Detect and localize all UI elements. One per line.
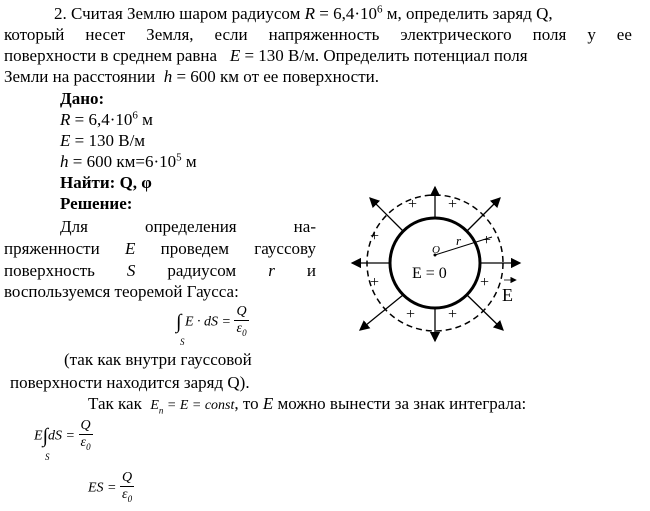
given-field: E = 130 В/м — [60, 131, 146, 150]
solution-line-3: поверхность S радиусом r и — [4, 261, 316, 280]
note-line-2: поверхности находится заряд Q). — [10, 373, 250, 392]
problem-line-3: поверхности в среднем равна E = 130 В/м. Определить потенциал поля — [4, 46, 528, 65]
svg-text:+: + — [370, 228, 380, 245]
gauss-subscript: S — [180, 337, 185, 347]
earth-sphere — [390, 218, 480, 308]
gauss-sphere-figure — [340, 185, 530, 345]
equation-2: E∫dS = $\frac{Q}{\varepsilon_0}$ — [34, 418, 91, 452]
since-line: Так как $E_n = E$ = const, то E можно вынести за знак интеграла: — [88, 394, 527, 416]
integral-sign-2: ∫ — [42, 424, 49, 447]
gauss-formula: ∫ E · dS = $\frac{Q}{\varepsilon_0}$ — [176, 304, 247, 338]
radius-label: r — [456, 233, 462, 248]
problem-line-1: 2. Считая Землю шаром радиусом $R = 6,4\cdot 10^6$ м, определить заряд Q, — [54, 3, 553, 23]
given-radius: $R = 6,4\cdot 10^6$ м — [60, 109, 153, 129]
equation-3: ES = $\frac{Q}{\varepsilon_0}$ — [88, 470, 133, 504]
problem-line-4: Земли на расстоянии h = 600 км от ее поверхности. — [4, 67, 380, 86]
find-heading: Найти: Q, φ — [60, 173, 152, 192]
note-line-1: (так как внутри гауссовой — [64, 350, 252, 369]
svg-text:+: + — [482, 232, 492, 249]
solution-line-4: воспользуемся теоремой Гаусса: — [4, 282, 239, 301]
eq2-subscript: S — [45, 452, 50, 462]
svg-text:+: + — [448, 306, 458, 323]
solution-line-1: Для определения на- — [60, 217, 316, 236]
svg-text:+: + — [408, 196, 418, 213]
svg-text:+: + — [448, 196, 458, 213]
svg-text:+: + — [480, 274, 490, 291]
solution-line-2: пряженности E проведем гауссову — [4, 239, 316, 258]
given-height: h = 600 $км=6\cdot 10^5$ м — [60, 151, 197, 171]
solution-heading: Решение: — [60, 194, 133, 213]
svg-text:+: + — [370, 274, 380, 291]
problem-line-2: который несет Земля, если напряженность электрического поля у ее — [4, 25, 632, 44]
center-label: O — [432, 244, 440, 256]
svg-text:+: + — [406, 306, 416, 323]
integral-sign: ∫ — [176, 310, 182, 333]
field-label: E — [502, 285, 513, 305]
given-heading: Дано: — [60, 89, 105, 108]
inner-field-label: E = 0 — [412, 265, 447, 282]
